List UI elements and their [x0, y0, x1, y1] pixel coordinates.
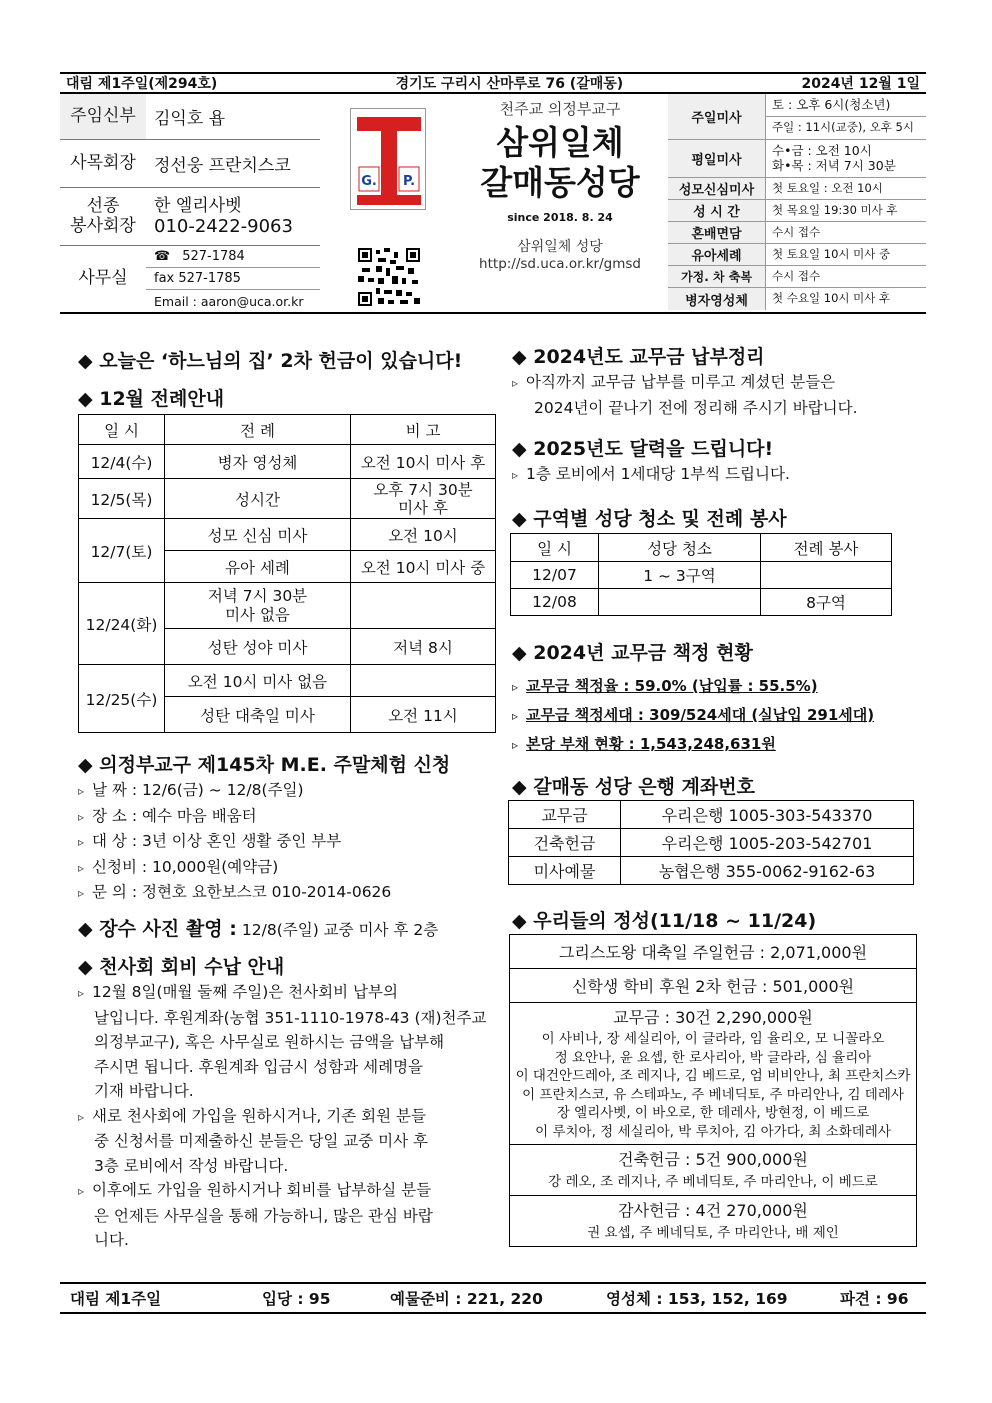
text-line: 날입니다. 후원계좌(농협 351-1110-1978-43 (재)천주교: [94, 1008, 487, 1027]
bank-table: [508, 800, 914, 885]
church-title-block: [460, 98, 660, 272]
list-item: [78, 1178, 498, 1204]
marriage-row: [668, 222, 926, 244]
site-name: 삼위일체 성당: [517, 239, 603, 255]
mission-label: [60, 188, 146, 245]
header-service: 전례 봉사: [761, 534, 892, 562]
footer-week: 대림 제1주일: [70, 1290, 162, 1308]
calendar-detail: 1층 로비에서 1세대당 1부씩 드립니다.: [526, 465, 790, 483]
donor-names: 이 사비나, 장 세실리아, 이 글라라, 임 율리오, 모 니꼴라오: [541, 1031, 885, 1047]
sick-communion-label: 병자영성체: [668, 288, 766, 310]
liturgy-cell: [165, 583, 351, 629]
mass-schedule-table: [668, 94, 926, 310]
angel-section-title: [78, 952, 284, 979]
service-cell: [761, 562, 892, 589]
sunday-mass: 주일 : 11시(교중), 오후 5시: [772, 120, 914, 135]
header-liturgy: 전 례: [165, 415, 351, 445]
text-line: 새로 천사회에 가입을 원하시거나, 기존 회원 분들: [92, 1106, 426, 1125]
mission-name: 한 엘리사벳: [154, 195, 242, 216]
donor-names: 이 프란치스코, 유 스테파노, 주 베네딕토, 주 마리안나, 김 데레사: [522, 1086, 904, 1103]
liturgy-cell: 성시간: [165, 479, 351, 519]
mary-mass-label: 성모신심미사: [668, 178, 766, 199]
note-cell: 저녁 8시: [351, 629, 496, 665]
diamond-icon: ◆: [512, 438, 534, 460]
mission-contact: [146, 188, 320, 245]
liturgy-cell: 유아 세례: [165, 551, 351, 583]
weekday-mass-tue-thu: 화•목 : 저녁 7시 30분: [772, 157, 896, 173]
issue-header-bar: [60, 72, 926, 94]
dues-details: [512, 370, 922, 420]
text-line: 중 신청서를 미제출하신 분들은 당일 교중 미사 후: [94, 1132, 428, 1150]
diamond-icon: ◆: [78, 956, 100, 978]
mission-label-line1: 선종: [86, 195, 120, 216]
pastor-row: [60, 94, 320, 140]
account-number: 우리은행 1005-303-543370: [621, 801, 914, 829]
assessment-rate: 교무금 책정율 : 59.0% (납입률 : 55.5%): [526, 677, 818, 695]
liturgy-cell: 성탄 성야 미사: [165, 629, 351, 665]
office-label: 사무실: [78, 268, 128, 289]
seminary-offering: 신학생 학비 후원 2차 헌금 : 501,000원: [510, 969, 917, 1003]
assessment-title: 2024년 교무금 책정 현황: [533, 642, 753, 664]
parish-debt: 본당 부채 현황 : 1,543,248,631원: [526, 735, 776, 753]
marriage-value: 수시 접수: [772, 224, 821, 239]
weekday-mass-wed-fri: 수•금 : 오전 10시: [772, 143, 872, 159]
donor-names: 이 대건안드레아, 조 레지나, 김 베드로, 엄 비비안나, 최 프란치스카: [515, 1068, 911, 1084]
text-line: 니다.: [94, 1231, 129, 1249]
triangle-bullet-icon: ▹: [78, 1109, 85, 1124]
triangle-bullet-icon: ▹: [78, 886, 85, 900]
church-address: 경기도 구리시 산마루로 76 (갈매동): [395, 76, 624, 92]
calendar-details: [512, 462, 922, 488]
cleaning-table: [510, 533, 892, 616]
offering-table: [509, 934, 917, 1247]
sick-communion-value: 첫 수요일 10시 미사 후: [772, 291, 891, 306]
me-section-title: [78, 750, 450, 777]
announcement-house-of-god: [78, 346, 508, 373]
date-cell: 12/5(목): [79, 479, 165, 519]
announcement-title: 오늘은 ‘하느님의 집’ 2차 헌금이 있습니다!: [99, 350, 463, 372]
account-type: 미사예물: [509, 857, 621, 885]
list-item: [78, 980, 498, 1006]
infant-baptism-value: 첫 토요일 10시 미사 중: [772, 246, 891, 261]
mission-label-line2: 봉사회장: [70, 215, 136, 236]
triangle-bullet-icon: ▹: [512, 376, 519, 390]
building-offering: [510, 1145, 917, 1196]
assessment-details: [512, 672, 922, 759]
table-row: [79, 479, 496, 519]
triangle-bullet-icon: ▹: [78, 809, 85, 824]
angel-details: [78, 980, 498, 1253]
table-row: [510, 969, 917, 1003]
note-cell: 오전 10시: [351, 519, 496, 551]
sunday-mass-times: [766, 94, 926, 139]
parish-logo: [350, 108, 426, 210]
phone-icon: ☎: [154, 249, 171, 264]
text-line: 3층 로비에서 작성 바랍니다.: [94, 1156, 289, 1175]
account-number: 농협은행 355-0062-9162-63: [621, 857, 914, 885]
list-item: [512, 462, 922, 488]
donor-names: 이 루치아, 정 세실리아, 박 루치아, 김 아가다, 최 소화데레사: [535, 1123, 891, 1140]
table-row: [509, 857, 914, 885]
blessing-row: [668, 266, 926, 288]
marriage-label: 혼배면담: [668, 222, 766, 243]
service-cell: 8구역: [761, 589, 892, 616]
liturgy-cell: 성탄 대축일 미사: [165, 697, 351, 733]
list-item: [78, 804, 498, 830]
office-row: [60, 246, 320, 312]
blessing-value: 수시 접수: [772, 268, 821, 283]
table-row: [510, 1003, 917, 1145]
me-fee: 신청비 : 10,000원(예약금): [92, 857, 279, 876]
footer-communion: 영성체 : 153, 152, 169: [606, 1290, 788, 1308]
liturgy-header-row: [79, 415, 496, 445]
weekday-mass-times: [766, 140, 926, 177]
donor-names: 강 레오, 조 레지나, 주 베네딕토, 주 마리안나, 이 베드로: [548, 1174, 878, 1190]
cleaning-title: 구역별 성당 청소 및 전례 봉사: [533, 508, 787, 530]
list-item: [512, 370, 922, 396]
liturgy-section-title: [78, 384, 224, 411]
assessment-section-title: [512, 638, 753, 665]
logo-letters-left: G.: [361, 174, 377, 189]
office-fax: fax 527-1785: [146, 268, 320, 290]
sunday-mass-label: 주일미사: [668, 94, 766, 139]
sunday-offering: 그리스도왕 대축일 주일헌금 : 2,071,000원: [510, 935, 917, 969]
calendar-title: 2025년도 달력을 드립니다!: [533, 438, 774, 460]
date-cell: 12/07: [511, 562, 599, 589]
note-cell: 오전 10시 미사 후: [351, 445, 496, 479]
calendar-section-title: [512, 434, 773, 461]
account-type: 교무금: [509, 801, 621, 829]
table-row: [510, 1145, 917, 1196]
list-item: [78, 855, 498, 881]
pastor-name: 김익호 욥: [154, 109, 226, 129]
text-line: 주시면 됩니다. 후원계좌 입금시 성함과 세례명을: [94, 1057, 424, 1076]
office-tel: 527-1784: [182, 249, 245, 264]
mass-roles-footer: [60, 1282, 926, 1314]
triangle-bullet-icon: ▹: [78, 860, 85, 875]
office-email: Email : aaron@uca.or.kr: [154, 293, 304, 309]
diamond-icon: ◆: [78, 754, 100, 776]
diamond-icon: ◆: [78, 918, 100, 940]
header-divider: [60, 312, 926, 314]
sick-communion-row: [668, 288, 926, 310]
note-cell: 오전 11시: [351, 697, 496, 733]
note-line: 오후 7시 30분: [373, 480, 473, 499]
text-line: 은 언제든 사무실을 통해 가능하니, 많은 관심 바랍: [94, 1206, 433, 1225]
triangle-bullet-icon: ▹: [512, 709, 519, 723]
office-contact: [146, 246, 320, 312]
account-type: 건축헌금: [509, 829, 621, 857]
triangle-bullet-icon: ▹: [512, 468, 519, 482]
holy-hour-row: [668, 200, 926, 222]
diamond-icon: ◆: [78, 350, 100, 372]
table-row: [510, 1196, 917, 1247]
office-tel-row: [146, 246, 320, 268]
table-row: [79, 519, 496, 551]
account-number: 우리은행 1005-203-542701: [621, 829, 914, 857]
photo-title: 장수 사진 촬영 :: [99, 918, 237, 940]
list-item: [78, 829, 498, 855]
dues-title: 2024년도 교무금 납부정리: [533, 346, 765, 368]
logo-letters-right: P.: [402, 174, 416, 189]
header-date: 일 시: [511, 534, 599, 562]
weekday-mass-label: 평일미사: [668, 140, 766, 177]
cleaning-cell: [599, 589, 761, 616]
cleaning-section-title: [512, 504, 787, 531]
date-cell: 12/7(토): [79, 519, 165, 583]
council-label: 사목회장: [70, 152, 136, 173]
church-name-line1: 삼위일체: [496, 123, 624, 162]
photo-detail: 12/8(주일) 교중 미사 후 2층: [241, 921, 439, 939]
liturgy-table: [78, 414, 496, 733]
me-target: 대 상 : 3년 이상 혼인 생활 중인 부부: [92, 832, 342, 850]
pastor-label: 주임신부: [60, 94, 146, 139]
infant-baptism-row: [668, 244, 926, 266]
text-line: 의정부교구), 혹은 사무실로 원하시는 금액을 납부해: [94, 1033, 445, 1051]
liturgy-cell: 오전 10시 미사 없음: [165, 665, 351, 697]
list-item: [78, 778, 498, 804]
note-cell: [351, 665, 496, 697]
church-website-link[interactable]: http://sd.uca.or.kr/gmsd: [479, 256, 641, 272]
text-line: 이후에도 가입을 원하시거나 회비를 납부하실 분들: [92, 1181, 432, 1199]
table-row: [79, 583, 496, 629]
list-item: [78, 880, 498, 906]
date-cell: 12/08: [511, 589, 599, 616]
cleaning-header-row: [511, 534, 892, 562]
council-name: 정선웅 프란치스코: [154, 156, 291, 176]
diamond-icon: ◆: [512, 346, 534, 368]
donor-names: 정 요안나, 윤 요셉, 한 로사리아, 박 글라라, 심 율리아: [554, 1049, 872, 1066]
text-line: 12월 8일(매월 둘째 주일)은 천사회비 납부의: [92, 983, 398, 1001]
offering-title: 우리들의 정성(11/18 ~ 11/24): [533, 910, 817, 932]
footer-entrance: 입당 : 95: [262, 1290, 331, 1308]
date-cell: 12/24(화): [79, 583, 165, 665]
holy-hour-value: 첫 목요일 19:30 미사 후: [772, 202, 898, 217]
triangle-bullet-icon: ▹: [512, 738, 519, 752]
diamond-icon: ◆: [512, 776, 534, 798]
diamond-icon: ◆: [512, 508, 534, 530]
diamond-icon: ◆: [512, 910, 534, 932]
cleaning-cell: 1 ~ 3구역: [599, 562, 761, 589]
qr-code[interactable]: [358, 248, 420, 306]
bank-section-title: [512, 772, 755, 799]
diamond-icon: ◆: [78, 388, 100, 410]
list-item: [78, 1104, 498, 1130]
assessment-households: 교무금 책정세대 : 309/524세대 (실납입 291세대): [526, 706, 875, 724]
issue-number: 대림 제1주일(제294호): [66, 76, 218, 92]
staff-table: [60, 94, 320, 312]
dues-section-title: [512, 342, 765, 369]
mission-phone: 010-2422-9063: [154, 215, 293, 237]
building-offering-head: 건축헌금 : 5건 900,000원: [618, 1150, 808, 1169]
issue-date: 2024년 12월 1일: [801, 76, 920, 92]
table-row: [509, 801, 914, 829]
sunday-mass-row: [668, 94, 926, 140]
table-row: [511, 562, 892, 589]
header-cleaning: 성당 청소: [599, 534, 761, 562]
dues-offering-head: 교무금 : 30건 2,290,000원: [613, 1008, 813, 1027]
mission-row: [60, 188, 320, 246]
holy-hour-label: 성 시 간: [668, 200, 766, 221]
note-cell: [351, 583, 496, 629]
church-name-line2: 갈매동성당: [480, 163, 640, 202]
table-row: [511, 589, 892, 616]
me-details: [78, 778, 498, 906]
thanks-offering: [510, 1196, 917, 1247]
weekday-mass-row: [668, 140, 926, 178]
triangle-bullet-icon: ▹: [512, 680, 519, 694]
triangle-bullet-icon: ▹: [78, 835, 85, 849]
mary-mass-value: 첫 토요일 : 오전 10시: [772, 180, 883, 195]
date-cell: 12/25(수): [79, 665, 165, 733]
table-row: [509, 829, 914, 857]
liturgy-cell: 성모 신심 미사: [165, 519, 351, 551]
saturday-mass: 토 : 오후 6시(청소년): [766, 94, 926, 117]
bank-title: 갈매동 성당 은행 계좌번호: [533, 776, 755, 798]
note-line: 미사 후: [398, 498, 448, 517]
triangle-bullet-icon: ▹: [78, 986, 85, 1000]
table-row: [510, 935, 917, 969]
text-line: 기재 바랍니다.: [94, 1082, 194, 1100]
me-title: 의정부교구 제145차 M.E. 주말체험 신청: [99, 754, 451, 776]
date-cell: 12/4(수): [79, 445, 165, 479]
me-date: 날 짜 : 12/6(금) ~ 12/8(주일): [92, 781, 304, 799]
donor-names: 장 엘리사벳, 이 바오로, 한 데레사, 방현정, 이 베드로: [556, 1105, 870, 1121]
me-place: 장 소 : 예수 마음 배움터: [92, 806, 257, 825]
diamond-icon: ◆: [512, 642, 534, 664]
list-item: [512, 730, 922, 759]
liturgy-cell: 병자 영성체: [165, 445, 351, 479]
liturgy-title: 12월 전례안내: [99, 388, 225, 410]
footer-offertory: 예물준비 : 221, 220: [390, 1290, 543, 1308]
text-line: 2024년이 끝나기 전에 정리해 주시기 바랍니다.: [534, 398, 858, 417]
header-date: 일 시: [79, 415, 165, 445]
diocese-name: 천주교 의정부교구: [499, 100, 621, 118]
header-note: 비 고: [351, 415, 496, 445]
infant-baptism-label: 유아세례: [668, 244, 766, 265]
liturgy-line: 미사 없음: [225, 605, 290, 624]
council-row: [60, 140, 320, 188]
thanks-offering-head: 감사헌금 : 4건 270,000원: [618, 1201, 808, 1220]
donor-names: 권 요셉, 주 베네딕토, 주 마리안나, 배 제인: [587, 1225, 839, 1241]
footer-dismissal: 파견 : 96: [840, 1290, 909, 1308]
triangle-bullet-icon: ▹: [78, 1184, 85, 1198]
note-cell: [351, 479, 496, 519]
me-contact: 문 의 : 정현호 요한보스코 010-2014-0626: [92, 883, 392, 901]
blessing-label: 가정. 차 축복: [668, 266, 766, 287]
text-line: 아직까지 교무금 납부를 미루고 계셨던 분들은: [526, 373, 836, 391]
list-item: [512, 672, 922, 701]
mary-mass-row: [668, 178, 926, 200]
liturgy-line: 저녁 7시 30분: [207, 586, 308, 605]
list-item: [512, 701, 922, 730]
table-row: [79, 445, 496, 479]
angel-title: 천사회 회비 수납 안내: [99, 956, 285, 978]
triangle-bullet-icon: ▹: [78, 784, 85, 798]
note-cell: 오전 10시 미사 중: [351, 551, 496, 583]
dues-offering: [510, 1003, 917, 1145]
founding-date: since 2018. 8. 24: [507, 211, 613, 224]
table-row: [79, 665, 496, 697]
photo-section: [78, 914, 508, 941]
offering-section-title: [512, 906, 816, 933]
